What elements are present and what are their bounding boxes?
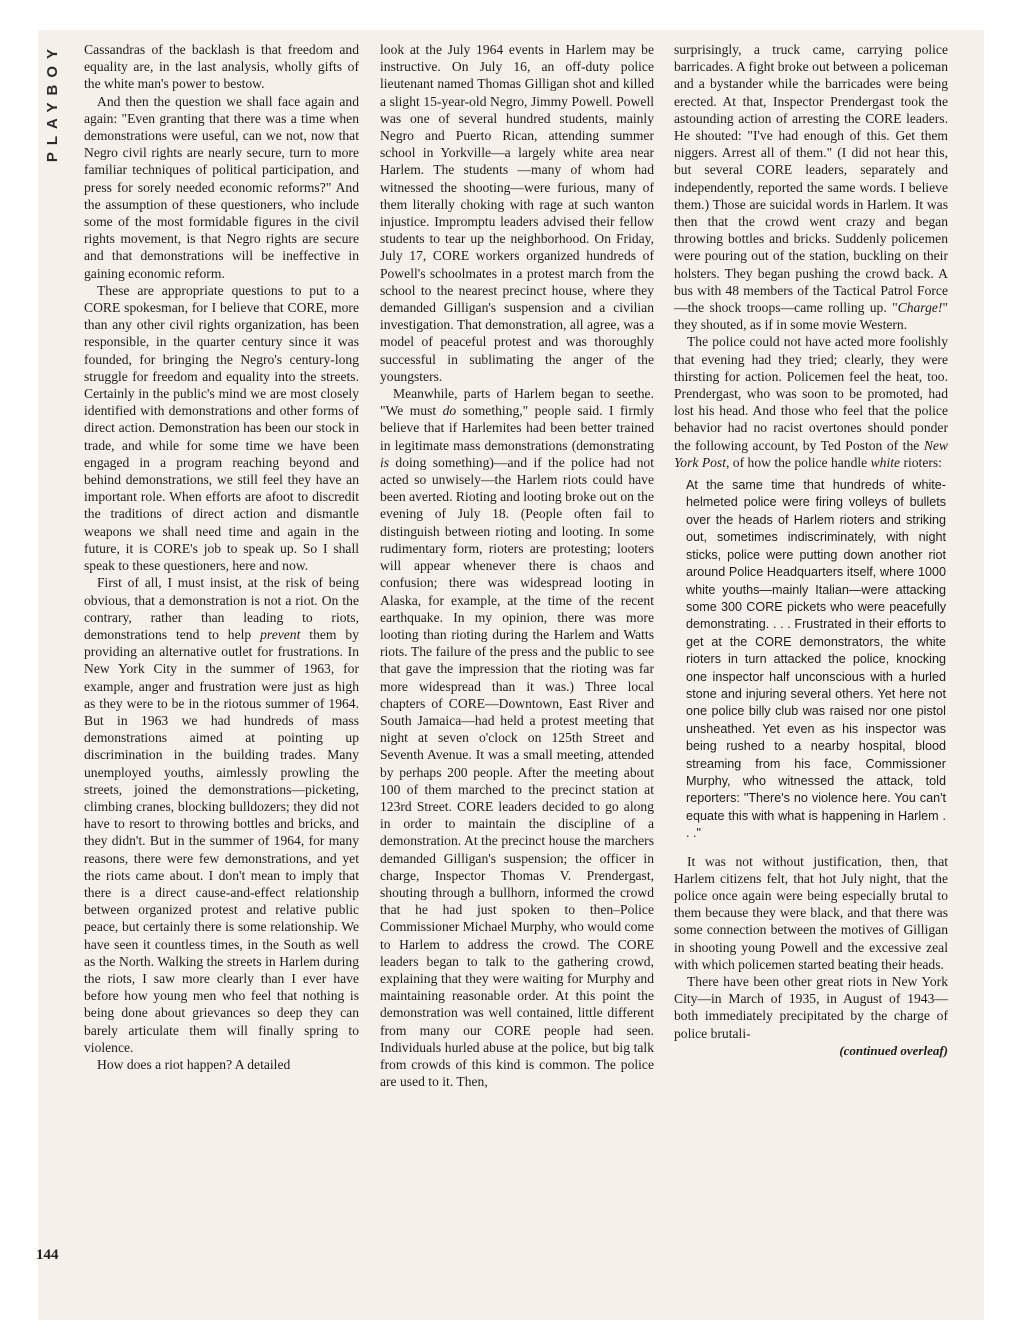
text-column-3: [674, 41, 948, 1059]
text-run: , of how the police handle: [726, 454, 871, 470]
text-run: doing something)—and if the police had not acted so unwisely—the Harlem riots could have been averted. Rioting and looting broke out on the evening of July 18. (People often fail to distinguish between rioting and looting. In some rudimentary form, rioters are protesting; looters will appear whenever there is chaos and confusion; there was widespread looting in Alaska, for example, at the time of the recent earthquake. In my opinion, there was more looting than rioting during the Harlem and Watts riots. The failure of the press and the public to see that gave the impression that the rioting was far more widespread than it was.) Three local chapters of CORE—Downtown, East River and South Jamaica—had held a protest meeting that night at seven o'clock on 125th Street and Seventh Avenue. It was a small meeting, attended by perhaps 200 people. After the meeting about 100 of them marched to the precinct station at 123rd Street. CORE leaders decided to go along in order to maintain the discipline of a demonstration. At the precinct house the marchers demanded Gilligan's suspension; the officer in charge, Inspector Thomas V. Prendergast, shouting through a bullhorn, informed the crowd that he had just spoken to then–Police Commissioner Michael Murphy, who would come to Harlem to address the crowd. The CORE leaders began to talk to the gathering crowd, explaining that they were waiting for Murphy and maintaining reasonable order. At this point the demonstration was well contained, little different from many our CORE people had seen. Individuals hurled abuse at the police, but big talk from crowds of this kind is common. The police are used to it. Then,: [380, 454, 654, 1090]
emphasis: white: [870, 454, 901, 470]
paragraph: There have been other great riots in New York City—in March of 1935, in August of 1943—both immediately precipitated by the charge of police brutali-: [674, 974, 948, 1041]
emphasis: prevent: [260, 626, 301, 642]
magazine-title: PLAYBOY: [44, 42, 61, 163]
paragraph: It was not without justification, then, that Harlem citizens felt, that hot July night, that the police once again were being especially brutal to them because they were black, and that there was some connection between the motives of Gilligan in shooting young Powell and the excessive zeal with which policemen started beating their heads.: [674, 853, 948, 972]
text-run: The police could not have acted more foolishly that evening had they tried; clearly, they were thirsting for action. Policemen feel the heat, too. Prendergast, who was soon to be promoted, had lost his head. And those who feel that the police behavior had no racist overtones should ponder the following account, by Ted Poston of the: [674, 334, 948, 453]
page-number: 144: [36, 1247, 59, 1263]
text-run: surprisingly, a truck came, carrying police barricades. A fight broke out between a policeman and a bystander while the barricades were being erected. At that, Inspector Prendergast took the astounding action of arresting the CORE leaders. He shouted: "I've had enough of this. Get them niggers. Arrest all of them." (I did not hear this, but several CORE leaders, separately and independently, reported the same words. I believe them.) Those are suicidal words in Harlem. It was then that the crowd went crazy and began throwing bottles and bricks. Suddenly policemen were pouring out of the station, buckling on their holsters. They began pushing the crowd back. A bus with 48 members of the Tactical Patrol Force—the shock troops—came rolling up. ": [674, 42, 948, 316]
text-run: First of all, I must insist, at the risk of being obvious, that a demonstration is not a riot. On the contrary, rather than leading to riots, demonstrations tend to help: [84, 575, 359, 642]
paragraph: [674, 41, 948, 333]
text-run: rioters:: [900, 454, 942, 470]
paragraph: look at the July 1964 events in Harlem may be instructive. On July 16, an off-duty police lieutenant named Thomas Gilligan shot and killed a slight 15-year-old Negro, Jimmy Powell. Powell was one of several hundred students, mainly Negro and Puerto Rican, attending summer school in Yorkville—a largely white area near Harlem. The students —many of whom had witnessed the shooting—were furious, many of them literally choking with rage at such wanton injustice. Impromptu leaders advised their fellow students to tear up the neighborhood. On Friday, July 17, CORE workers organized hundreds of Powell's schoolmates in a protest march from the school to the nearest precinct house, where they demanded Gilligan's suspension and a civilian investigation. That demonstration, all agree, was a model of peaceful protest and was thoroughly successful in sublimating the anger of the youngsters.: [380, 42, 654, 384]
text-run: " they shouted, as if in some movie Western.: [674, 300, 948, 333]
text-run: them by providing an alternative outlet for frustrations. In New York City in the summer of 1963, for example, anger and frustration were just as high as they were to be in the riotous summer of 1964. But in 1963 we had hundreds of mass demonstrations aimed at pointing up discrimination in the building trades. Many unemployed youths, aimlessly prowling the streets, joined the demonstrations—picketing, climbing cranes, blocking bulldozers; they did not have to resort to throwing bottles and bricks, and they didn't. But in the summer of 1964, for many reasons, there were few demonstrations, and yet the riots came about. I don't mean to imply that there is a direct cause-and-effect relationship between organized protest and relative public peace, but certainly there is some relationship. We have seen it countless times, in the South as well as the North. Walking the streets in Harlem during the riots, I saw more clearly than I ever have before how young men who feel that nothing is being done about grievances so deep they can barely articulate them will finally spring to violence.: [84, 626, 359, 1055]
paragraph: And then the question we shall face again and again: "Even granting that there was a time when demonstrations were useful, can we not, now that Negro civil rights are nearly secure, turn to more familiar techniques of political participation, and press for sorely needed economic reforms?" And the assumption of these questioners, who include some of the most formidable figures in the civil rights movement, is that Negro rights are secure and that demonstrations will be ineffective in gaining economic reform.: [84, 93, 359, 281]
continued-note: (continued overleaf): [839, 1042, 948, 1058]
text-column-1: [84, 41, 359, 1073]
paragraph: Cassandras of the backlash is that freedom and equality are, in the last analysis, wholly gifts of the white man's power to bestow.: [84, 42, 359, 92]
paragraph: How does a riot happen? A detailed: [97, 1056, 291, 1072]
emphasis: do: [442, 403, 457, 419]
text-column-2: [380, 41, 654, 1090]
paragraph: These are appropriate questions to put to a CORE spokesman, for I believe that CORE, more than any other civil rights organization, has been responsible, in the quarter century since it was founded, for bringing the Negro's century-long struggle for freedom and equality into the streets. Certainly in the public's mind we are most closely identified with demonstrations and other forms of direct action. Demonstration has been our stock in trade, and while for some time we have been engaged in a program reaching beyond and behind demonstrations, we still feel they have an important role. When efforts are afoot to discredit the traditions of direct action and dismantle weapons we shall need time and again in the future, it is CORE's job to speak up. So I shall speak to these questioners, here and now.: [84, 282, 359, 574]
emphasis: New York Post: [674, 437, 948, 470]
block-quote: At the same time that hundreds of white-helmeted police were firing volleys of bullets over the heads of Harlem rioters and striking out, sometimes indiscriminately, with night sticks, police were putting down another riot around Police Headquarters itself, where 1000 white youths—mainly Italian—were attacking some 300 CORE pickets who were peacefully demonstrating. . . . Frustrated in their efforts to get at the CORE demonstrators, the white rioters in turn attacked the police, knocking one inspector half unconscious with a hurled stone and injuring several others. Yet here not one police billy club was raised nor one pistol unsheathed. Yet even as his inspector was being rushed to a nearby hospital, blood streaming from his face, Commissioner Murphy, who witnessed the attack, told reporters: "There's no violence here. You can't equate this with what is happening in Harlem . . .": [686, 478, 946, 841]
paragraph: [674, 333, 948, 471]
paragraph: [380, 385, 654, 1090]
emphasis: is: [380, 454, 390, 470]
text-run: something," people said. I firmly believe that if Harlemites had been better trained in legitimate mass demonstrations (demonstrating: [380, 403, 654, 453]
emphasis: Charge!: [897, 300, 943, 316]
text-run: Meanwhile, parts of Harlem began to seethe. "We must: [380, 386, 654, 419]
paragraph: [84, 574, 359, 1056]
